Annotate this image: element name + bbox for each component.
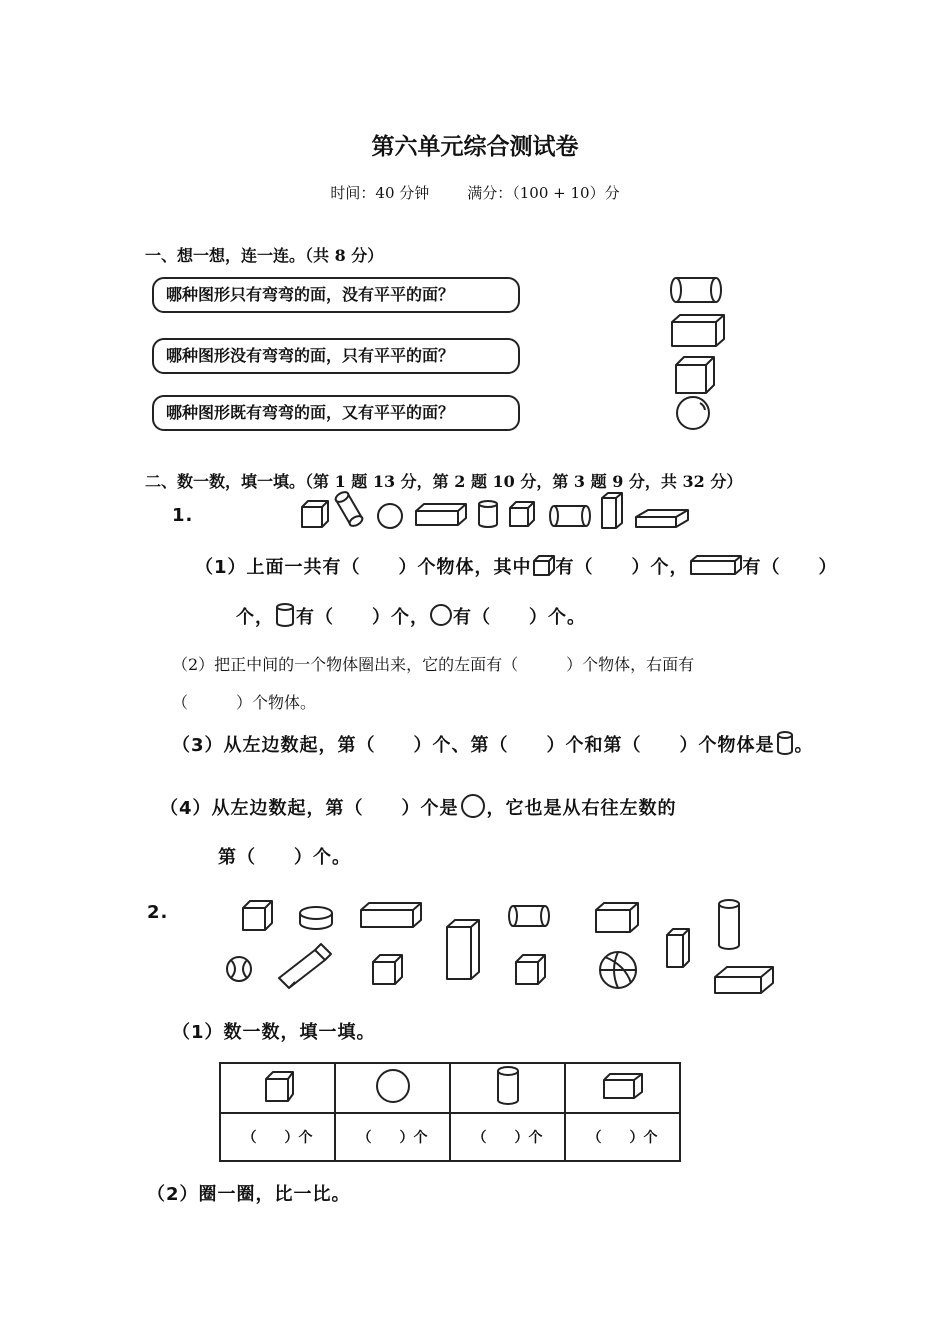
sphere-icon — [459, 793, 487, 819]
q1-p1-text-f: 有（ ）个。 — [453, 607, 586, 628]
section1-question-2: 哪种图形没有弯弯的面，只有平平的面？ — [152, 338, 520, 374]
table-answer-row — [220, 1113, 680, 1161]
cylinder-icon — [775, 731, 795, 755]
cylinder-icon — [334, 490, 364, 528]
cylinder-icon — [479, 501, 497, 527]
cube-icon — [302, 501, 328, 527]
q1-p4-text-b: ，它也是从右往左数的 — [486, 798, 677, 819]
sphere-icon — [378, 504, 402, 528]
cylinder-icon — [493, 1065, 523, 1107]
cuboid-icon — [279, 944, 331, 988]
exam-info — [0, 182, 950, 203]
q2-number: 2. — [147, 902, 169, 923]
q1-shape-row — [298, 490, 698, 535]
section1-heading: 一、想一想，连一连。（共 8 分） — [145, 246, 384, 265]
q1-part2-line1: （2）把正中间的一个物体圈出来，它的左面有（ ）个物体，右面有 — [172, 655, 695, 674]
q1-part1-line1 — [195, 553, 838, 579]
section1-question-3: 哪种图形既有弯弯的面，又有平平的面？ — [152, 395, 520, 431]
cube-icon — [243, 901, 272, 930]
q1-number: 1. — [172, 505, 194, 526]
cylinder-icon — [509, 906, 549, 926]
cuboid-icon — [636, 510, 688, 527]
cuboid-icon — [667, 929, 689, 967]
cylinder-icon — [719, 900, 739, 949]
page-title: 第六单元综合测试卷 — [371, 133, 579, 160]
cube-icon — [373, 955, 402, 984]
sphere-icon — [429, 603, 453, 627]
cylinder-icon — [274, 603, 296, 627]
cube-icon — [516, 955, 545, 984]
q2-part2: （2）圈一圈，比一比。 — [147, 1184, 351, 1205]
q1-p1-text-e: 有（ ）个， — [296, 607, 429, 628]
table-header-cell — [565, 1063, 680, 1113]
q1-p4-text-a: （4）从左边数起，第（ ）个是 — [160, 798, 459, 819]
cube-icon — [532, 554, 556, 576]
q1-p1-text-d: 个， — [236, 607, 274, 628]
cube-icon — [510, 502, 534, 526]
cylinder-icon — [550, 506, 590, 526]
q1-part4-line1 — [160, 793, 677, 820]
table-header-cell — [450, 1063, 565, 1113]
q1-part4-line2: 第（ ）个。 — [218, 847, 351, 868]
cylinder-icon — [671, 278, 721, 302]
q1-p1-text-c: 有（ ） — [742, 557, 838, 578]
time-limit: 时间：40 分钟 — [330, 184, 430, 202]
ball-icon — [227, 957, 251, 981]
sphere-icon — [373, 1066, 413, 1106]
sphere-icon — [677, 397, 709, 429]
q1-p1-text-a: （1）上面一共有（ ）个物体，其中 — [195, 557, 532, 578]
section1-question-1: 哪种图形只有弯弯的面，没有平平的面？ — [152, 277, 520, 313]
cuboid-icon — [447, 920, 479, 979]
cuboid-icon — [596, 903, 638, 932]
cuboid-icon — [600, 1069, 646, 1103]
q2-shape-group — [215, 890, 790, 1000]
count-table — [219, 1062, 681, 1162]
cube-icon — [258, 1067, 298, 1105]
q1-p1-text-b: 有（ ）个， — [555, 557, 689, 578]
table-header-cell — [220, 1063, 335, 1113]
full-score: 满分：（100 + 10）分 — [467, 184, 620, 202]
q1-p3-text-a: （3）从左边数起，第（ ）个、第（ ）个和第（ ）个物体是 — [172, 735, 775, 756]
cuboid-icon — [672, 315, 724, 346]
cuboid-icon — [689, 554, 743, 576]
q1-part3 — [172, 731, 814, 757]
q1-part1-line2 — [236, 603, 586, 629]
cuboid-icon — [361, 903, 421, 927]
table-header-cell — [335, 1063, 450, 1113]
section1-shapes — [660, 270, 740, 435]
answer-cell[interactable]: （ ）个 — [565, 1113, 680, 1161]
ball-icon — [600, 952, 636, 988]
q1-p3-text-b: 。 — [794, 735, 814, 756]
cylinder-icon — [300, 907, 332, 929]
table-header-row — [220, 1063, 680, 1113]
answer-cell[interactable]: （ ）个 — [335, 1113, 450, 1161]
cuboid-icon — [602, 493, 622, 528]
cube-icon — [676, 357, 714, 393]
answer-cell[interactable]: （ ）个 — [450, 1113, 565, 1161]
section2-heading: 二、数一数，填一填。（第 1 题 13 分，第 2 题 10 分，第 3 题 9 分，共 32 分） — [145, 472, 743, 491]
answer-cell[interactable]: （ ）个 — [220, 1113, 335, 1161]
cuboid-icon — [416, 504, 466, 525]
q1-part2-line2: （ ）个物体。 — [172, 693, 317, 712]
q2-part1: （1）数一数，填一填。 — [172, 1022, 376, 1043]
cuboid-icon — [715, 967, 773, 993]
